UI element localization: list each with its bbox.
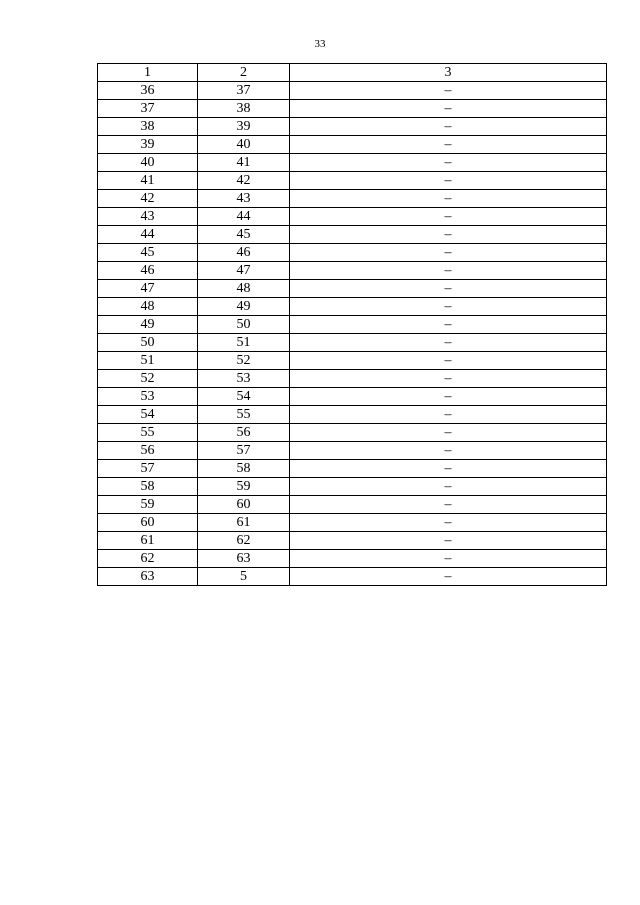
table-row xyxy=(98,532,607,550)
table-cell-col-2: 37 xyxy=(198,82,290,100)
table-row xyxy=(98,442,607,460)
table-row xyxy=(98,262,607,280)
table-row xyxy=(98,154,607,172)
table-cell-col-2: 40 xyxy=(198,136,290,154)
table-cell-col-3: – xyxy=(290,316,607,334)
table-cell-col-3: – xyxy=(290,496,607,514)
table-cell-col-3: – xyxy=(290,550,607,568)
table-cell-col-3: – xyxy=(290,298,607,316)
table-cell-col-2: 45 xyxy=(198,226,290,244)
table-row xyxy=(98,298,607,316)
table-cell-col-1: 37 xyxy=(98,100,198,118)
table-row xyxy=(98,172,607,190)
table-cell-col-3: – xyxy=(290,262,607,280)
table-row xyxy=(98,370,607,388)
table-cell-col-3: – xyxy=(290,370,607,388)
table-cell-col-1: 41 xyxy=(98,172,198,190)
table-row xyxy=(98,244,607,262)
table-cell-col-1: 44 xyxy=(98,226,198,244)
table-cell-col-3: – xyxy=(290,154,607,172)
table-cell-col-3: – xyxy=(290,100,607,118)
table-row xyxy=(98,460,607,478)
column-header-2: 2 xyxy=(198,64,290,82)
data-table xyxy=(97,63,607,586)
table-cell-col-1: 46 xyxy=(98,262,198,280)
table-cell-col-3: – xyxy=(290,172,607,190)
table-cell-col-3: – xyxy=(290,190,607,208)
table-cell-col-1: 38 xyxy=(98,118,198,136)
table-cell-col-2: 48 xyxy=(198,280,290,298)
table-cell-col-1: 57 xyxy=(98,460,198,478)
table-cell-col-3: – xyxy=(290,442,607,460)
table-cell-col-1: 59 xyxy=(98,496,198,514)
column-header-1: 1 xyxy=(98,64,198,82)
table-cell-col-2: 47 xyxy=(198,262,290,280)
column-header-3: 3 xyxy=(290,64,607,82)
table-row xyxy=(98,568,607,586)
table-cell-col-2: 46 xyxy=(198,244,290,262)
table-cell-col-3: – xyxy=(290,406,607,424)
table-row xyxy=(98,226,607,244)
table-row xyxy=(98,550,607,568)
table-row xyxy=(98,424,607,442)
table-cell-col-3: – xyxy=(290,136,607,154)
table-cell-col-1: 40 xyxy=(98,154,198,172)
table-cell-col-3: – xyxy=(290,118,607,136)
table-cell-col-1: 36 xyxy=(98,82,198,100)
table-cell-col-3: – xyxy=(290,460,607,478)
table-cell-col-3: – xyxy=(290,532,607,550)
table-cell-col-2: 55 xyxy=(198,406,290,424)
table-cell-col-3: – xyxy=(290,352,607,370)
table-row xyxy=(98,208,607,226)
table-cell-col-1: 56 xyxy=(98,442,198,460)
table-cell-col-2: 49 xyxy=(198,298,290,316)
table-cell-col-1: 54 xyxy=(98,406,198,424)
table-cell-col-3: – xyxy=(290,244,607,262)
table-cell-col-2: 53 xyxy=(198,370,290,388)
table-cell-col-2: 57 xyxy=(198,442,290,460)
table-cell-col-3: – xyxy=(290,388,607,406)
table-cell-col-3: – xyxy=(290,568,607,586)
table-cell-col-1: 52 xyxy=(98,370,198,388)
table-cell-col-3: – xyxy=(290,82,607,100)
table-row xyxy=(98,334,607,352)
table-cell-col-2: 51 xyxy=(198,334,290,352)
page-number: 33 xyxy=(314,38,326,50)
table-cell-col-1: 62 xyxy=(98,550,198,568)
table-cell-col-2: 54 xyxy=(198,388,290,406)
table-cell-col-1: 47 xyxy=(98,280,198,298)
table-row xyxy=(98,190,607,208)
table-cell-col-1: 39 xyxy=(98,136,198,154)
table-cell-col-2: 61 xyxy=(198,514,290,532)
table-cell-col-2: 52 xyxy=(198,352,290,370)
table-row xyxy=(98,406,607,424)
table-cell-col-2: 62 xyxy=(198,532,290,550)
table-cell-col-1: 60 xyxy=(98,514,198,532)
table-row xyxy=(98,118,607,136)
table-cell-col-2: 44 xyxy=(198,208,290,226)
table-cell-col-2: 50 xyxy=(198,316,290,334)
table-cell-col-2: 38 xyxy=(198,100,290,118)
table-row xyxy=(98,280,607,298)
table-cell-col-1: 61 xyxy=(98,532,198,550)
table-cell-col-2: 63 xyxy=(198,550,290,568)
table-cell-col-3: – xyxy=(290,478,607,496)
table-cell-col-2: 5 xyxy=(198,568,290,586)
table-cell-col-2: 43 xyxy=(198,190,290,208)
table-cell-col-1: 48 xyxy=(98,298,198,316)
table-cell-col-1: 42 xyxy=(98,190,198,208)
table-row xyxy=(98,136,607,154)
table-row xyxy=(98,100,607,118)
table-cell-col-3: – xyxy=(290,334,607,352)
table-cell-col-2: 42 xyxy=(198,172,290,190)
table-cell-col-2: 56 xyxy=(198,424,290,442)
table-row xyxy=(98,352,607,370)
table-cell-col-1: 43 xyxy=(98,208,198,226)
table-cell-col-2: 58 xyxy=(198,460,290,478)
table-cell-col-1: 45 xyxy=(98,244,198,262)
table-cell-col-3: – xyxy=(290,424,607,442)
table-cell-col-1: 50 xyxy=(98,334,198,352)
table-cell-col-1: 63 xyxy=(98,568,198,586)
table-cell-col-1: 58 xyxy=(98,478,198,496)
table-cell-col-1: 49 xyxy=(98,316,198,334)
table-body xyxy=(98,82,607,586)
table-cell-col-1: 55 xyxy=(98,424,198,442)
table-cell-col-1: 51 xyxy=(98,352,198,370)
table-row xyxy=(98,388,607,406)
table-cell-col-2: 59 xyxy=(198,478,290,496)
table-cell-col-3: – xyxy=(290,226,607,244)
table-cell-col-3: – xyxy=(290,514,607,532)
table-cell-col-2: 39 xyxy=(198,118,290,136)
table-cell-col-3: – xyxy=(290,280,607,298)
table-row xyxy=(98,478,607,496)
table-row xyxy=(98,82,607,100)
table-header-row xyxy=(98,64,607,82)
table-cell-col-3: – xyxy=(290,208,607,226)
table-cell-col-2: 41 xyxy=(198,154,290,172)
table-cell-col-1: 53 xyxy=(98,388,198,406)
table-row xyxy=(98,514,607,532)
table-cell-col-2: 60 xyxy=(198,496,290,514)
table-row xyxy=(98,316,607,334)
table-row xyxy=(98,496,607,514)
